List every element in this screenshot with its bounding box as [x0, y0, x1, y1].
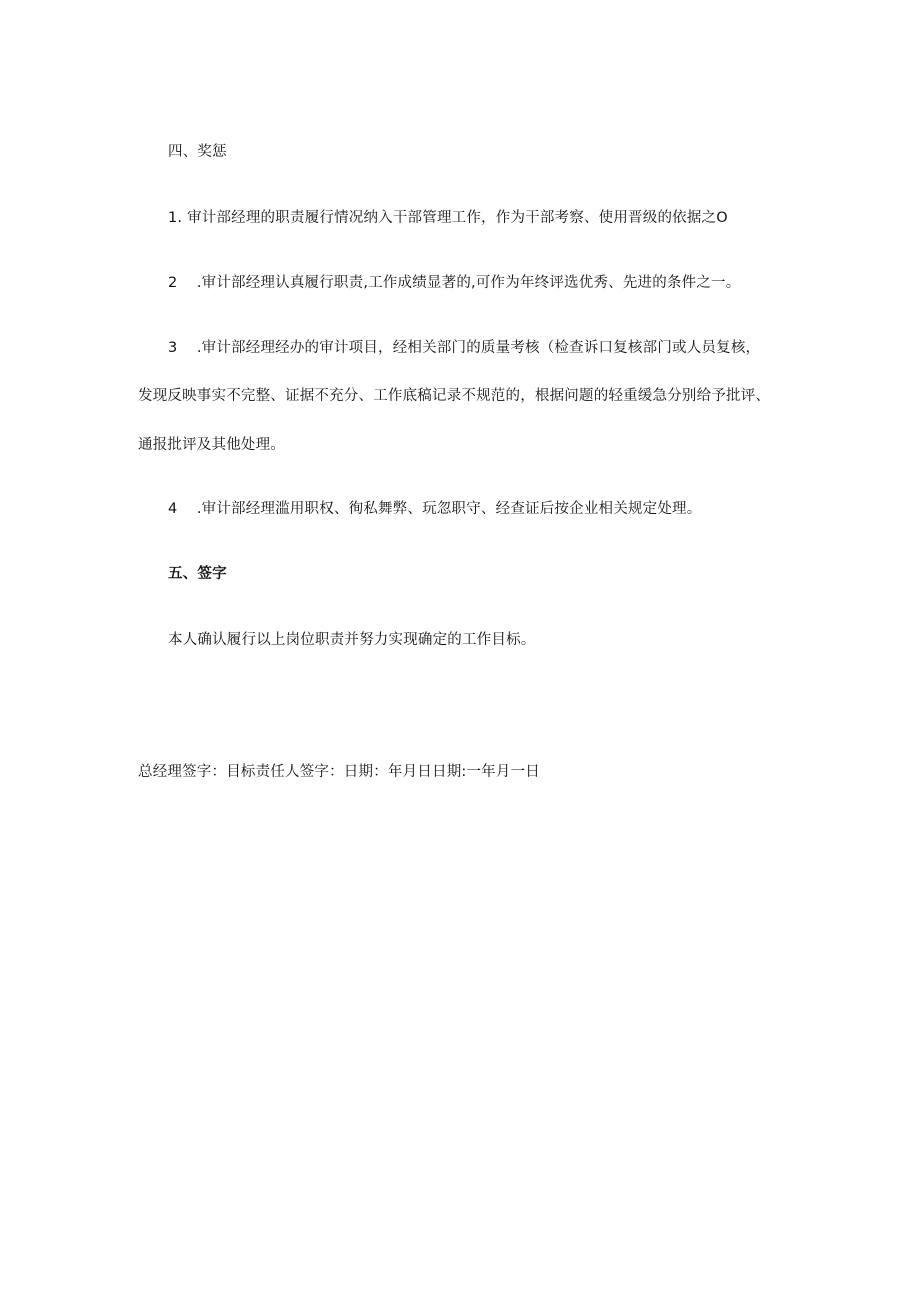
item-number: 3: [168, 340, 178, 356]
item-text: .审计部经理经办的审计项目，经相关部门的质量考核（检查诉口复核部门或人员复核，: [196, 340, 761, 356]
signature-line: 总经理签字：目标责任人签字：日期：年月日日期:一年月一日: [138, 764, 540, 780]
section-4-heading: 四、奖惩: [168, 144, 227, 160]
reward-item-3: [168, 338, 760, 358]
item-text: .审计部经理滥用职权、徇私舞弊、玩忽职守、经查证后按企业相关规定处理。: [196, 501, 702, 517]
section-5-heading: 五、签字: [168, 566, 227, 582]
confirmation-statement: 本人确认履行以上岗位职责并努力实现确定的工作目标。: [168, 632, 536, 648]
item-number: 4: [168, 501, 178, 517]
item-number: 2: [168, 275, 178, 291]
reward-item-2: [168, 273, 740, 293]
item-text: .审计部经理认真履行职责,工作成绩显著的,可作为年终评选优秀、先进的条件之一。: [196, 275, 741, 291]
item-text: 审计部经理的职责履行情况纳入干部管理工作，作为干部考察、使用晋级的依据之O: [187, 210, 728, 226]
reward-item-3-continued: 发现反映事实不完整、证据不充分、工作底稿记录不规范的，根据问题的轻重缓急分别给予批评、: [138, 388, 771, 404]
reward-item-4: [168, 499, 701, 519]
reward-item-3-continued: 通报批评及其他处理。: [138, 437, 285, 453]
item-number: 1.: [168, 210, 183, 226]
reward-item-1: [168, 208, 728, 228]
